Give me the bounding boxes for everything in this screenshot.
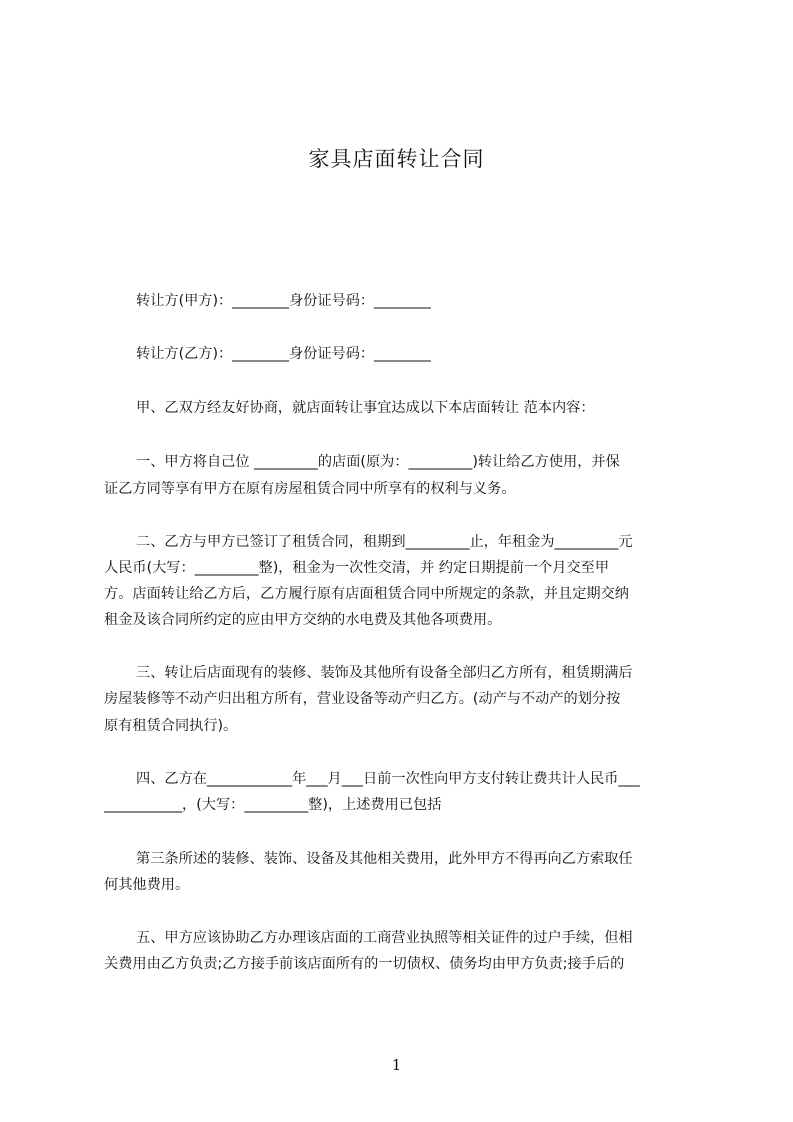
clause-4-line-2: ___________，(大写：_________整)，上述费用已包括 [104,797,442,813]
clause-3-line-1: 三、转让后店面现有的装修、装饰及其他所有设备全部归乙方所有，租赁期满后 [136,665,633,681]
intro-line: 甲、乙双方经友好协商，就店面转让事宜达成以下本店面转让 范本内容： [136,400,595,416]
page-number: 1 [391,1056,402,1074]
clause-1-line-1: 一、甲方将自己位 _________的店面(原为：_________)转让给乙方使用，并保 [136,454,620,470]
clause-2-line-2: 人民币(大写：_________整)，租金为一次性交清，并 约定日期提前一个月交至甲 [104,560,610,576]
clause-5-line-2: 关费用由乙方负责;乙方接手前该店面所有的一切债权、债务均由甲方负责;接手后的 [104,956,625,972]
party-b-line: 转让方(乙方)：________身份证号码：________ [136,346,431,362]
clause-1-line-2: 证乙方同等享有甲方在原有房屋租赁合同中所享有的权利与义务。 [104,481,516,497]
clause-4-line-1: 四、乙方在____________年___月___日前一次性向甲方支付转让费共计人民币___ [136,771,640,787]
party-a-line: 转让方(甲方)：________身份证号码：________ [136,293,431,309]
clause-3-line-3: 原有租赁合同执行)。 [104,718,238,734]
clause-3-line-2: 房屋装修等不动产归出租方所有，营业设备等动产归乙方。(动产与不动产的划分按 [104,691,621,707]
document-title: 家具店面转让合同 [308,147,485,171]
clause-4-cont-line-1: 第三条所述的装修、装饰、设备及其他相关费用，此外甲方不得再向乙方索取任 [136,851,633,867]
clause-5-line-1: 五、甲方应该协助乙方办理该店面的工商营业执照等相关证件的过户手续，但相 [136,930,633,946]
clause-2-line-4: 租金及该合同所约定的应由甲方交纳的水电费及其他各项费用。 [104,612,502,628]
clause-4-cont-line-2: 何其他费用。 [104,877,190,893]
clause-2-line-3: 方。店面转让给乙方后，乙方履行原有店面租赁合同中所规定的条款，并且定期交纳 [104,586,629,602]
clause-2-line-1: 二、乙方与甲方已签订了租赁合同，租期到_________止，年租金为_________元 [136,534,633,550]
